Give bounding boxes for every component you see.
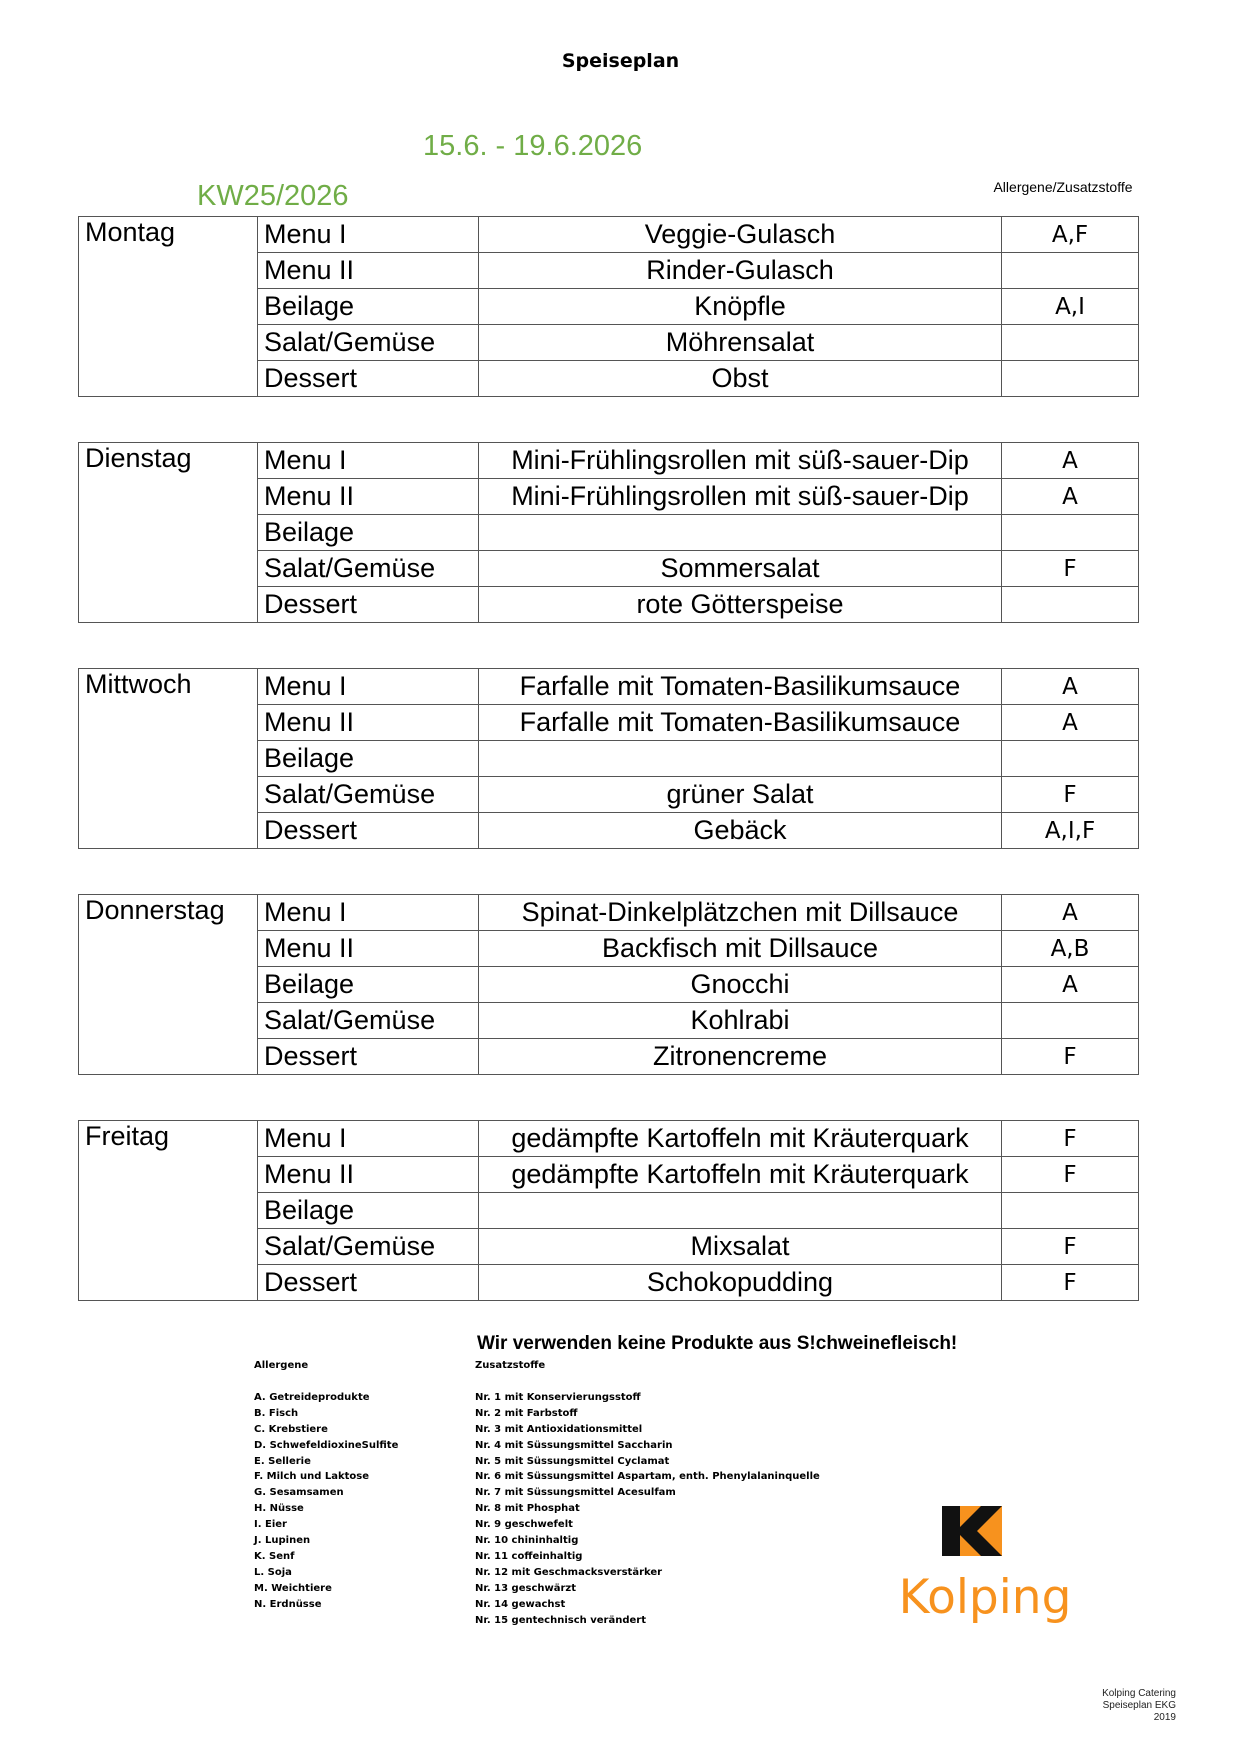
- dish-cell: Kohlrabi: [479, 1003, 1002, 1039]
- dish-cell: rote Götterspeise: [479, 587, 1002, 623]
- legend-item: Nr. 2 mit Farbstoff: [475, 1407, 578, 1419]
- legend-item: G. Sesamsamen: [254, 1487, 344, 1499]
- allergen-cell: F: [1002, 1265, 1139, 1301]
- day-block-dienstag: [78, 442, 1132, 623]
- dish-cell: gedämpfte Kartoffeln mit Kräuterquark: [479, 1121, 1002, 1157]
- category-cell: Beilage: [258, 289, 479, 325]
- category-cell: Salat/Gemüse: [258, 777, 479, 813]
- legend-item: Nr. 11 coffeinhaltig: [475, 1550, 583, 1562]
- dish-cell: Mini-Frühlingsrollen mit süß-sauer-Dip: [479, 443, 1002, 479]
- date-range: 15.6. - 19.6.2026: [423, 130, 643, 162]
- category-cell: Salat/Gemüse: [258, 1003, 479, 1039]
- allergen-cell: A,B: [1002, 931, 1139, 967]
- legend-item: I. Eier: [254, 1519, 287, 1531]
- category-cell: Salat/Gemüse: [258, 551, 479, 587]
- dish-cell: Schokopudding: [479, 1265, 1002, 1301]
- additive-legend-items: [475, 1390, 820, 1629]
- allergen-cell: F: [1002, 777, 1139, 813]
- category-cell: Menu I: [258, 443, 479, 479]
- additive-legend-title: Zusatzstoffe: [475, 1360, 546, 1371]
- allergen-cell: [1002, 325, 1139, 361]
- legend-item: M. Weichtiere: [254, 1582, 332, 1594]
- allergen-legend-title: Allergene: [254, 1360, 309, 1371]
- day-name: Mittwoch: [79, 669, 258, 849]
- category-cell: Menu II: [258, 1157, 479, 1193]
- category-cell: Menu II: [258, 931, 479, 967]
- day-table: [78, 894, 1139, 1075]
- dish-cell: Sommersalat: [479, 551, 1002, 587]
- legend-item: Nr. 5 mit Süssungsmittel Cyclamat: [475, 1455, 670, 1467]
- calendar-week: KW25/2026: [197, 180, 349, 212]
- category-cell: Dessert: [258, 1039, 479, 1075]
- dish-cell: Obst: [479, 361, 1002, 397]
- day-table: [78, 442, 1139, 623]
- dish-cell: Farfalle mit Tomaten-Basilikumsauce: [479, 669, 1002, 705]
- category-cell: Beilage: [258, 1193, 479, 1229]
- legend-item: J. Lupinen: [254, 1535, 311, 1547]
- pork-note: Wir verwenden keine Produkte aus S!chweinefleisch!: [477, 1333, 958, 1354]
- allergen-cell: [1002, 741, 1139, 777]
- page-title: Speiseplan: [561, 50, 680, 72]
- footer-line: Kolping Catering: [1102, 1688, 1176, 1699]
- allergen-cell: [1002, 253, 1139, 289]
- allergen-cell: A: [1002, 443, 1139, 479]
- allergen-cell: A,I,F: [1002, 813, 1139, 849]
- day-name: Montag: [79, 217, 258, 397]
- allergen-cell: F: [1002, 551, 1139, 587]
- allergen-cell: [1002, 361, 1139, 397]
- allergen-cell: A: [1002, 705, 1139, 741]
- dish-cell: Farfalle mit Tomaten-Basilikumsauce: [479, 705, 1002, 741]
- legend-item: Nr. 9 geschwefelt: [475, 1519, 573, 1531]
- legend-item: Nr. 15 gentechnisch verändert: [475, 1614, 647, 1626]
- allergen-cell: A: [1002, 967, 1139, 1003]
- allergen-cell: A,F: [1002, 217, 1139, 253]
- dish-cell: [479, 1193, 1002, 1229]
- table-row: [79, 669, 1139, 705]
- allergen-legend-items: [254, 1390, 398, 1613]
- day-block-mittwoch: [78, 668, 1132, 849]
- dish-cell: Gnocchi: [479, 967, 1002, 1003]
- legend-item: E. Sellerie: [254, 1455, 311, 1467]
- legend-item: Nr. 7 mit Süssungsmittel Acesulfam: [475, 1487, 676, 1499]
- dish-cell: [479, 741, 1002, 777]
- allergen-cell: F: [1002, 1229, 1139, 1265]
- category-cell: Beilage: [258, 741, 479, 777]
- dish-cell: Zitronencreme: [479, 1039, 1002, 1075]
- allergen-cell: F: [1002, 1121, 1139, 1157]
- legend-item: Nr. 14 gewachst: [475, 1598, 566, 1610]
- day-name: Freitag: [79, 1121, 258, 1301]
- category-cell: Menu I: [258, 1121, 479, 1157]
- legend-item: Nr. 12 mit Geschmacksverstärker: [475, 1566, 663, 1578]
- dish-cell: Spinat-Dinkelplätzchen mit Dillsauce: [479, 895, 1002, 931]
- allergen-cell: A: [1002, 669, 1139, 705]
- allergen-cell: [1002, 587, 1139, 623]
- category-cell: Dessert: [258, 813, 479, 849]
- legend-item: H. Nüsse: [254, 1503, 304, 1515]
- footer-line: Speiseplan EKG: [1102, 1700, 1176, 1711]
- legend-item: D. SchwefeldioxineSulfite: [254, 1439, 399, 1451]
- allergen-cell: A: [1002, 479, 1139, 515]
- day-table: [78, 668, 1139, 849]
- allergen-cell: [1002, 515, 1139, 551]
- legend-item: L. Soja: [254, 1566, 292, 1578]
- dish-cell: Rinder-Gulasch: [479, 253, 1002, 289]
- legend-item: Nr. 6 mit Süssungsmittel Aspartam, enth. Phenylalaninquelle: [475, 1471, 820, 1483]
- category-cell: Menu I: [258, 217, 479, 253]
- category-cell: Menu I: [258, 669, 479, 705]
- category-cell: Menu II: [258, 479, 479, 515]
- additive-legend: [475, 1358, 820, 1629]
- allergen-column-header: Allergene/Zusatzstoffe: [993, 179, 1133, 195]
- dish-cell: Backfisch mit Dillsauce: [479, 931, 1002, 967]
- footer-line: 2019: [1153, 1712, 1176, 1723]
- day-block-donnerstag: [78, 894, 1132, 1075]
- legend-item: K. Senf: [254, 1550, 295, 1562]
- table-row: [79, 895, 1139, 931]
- allergen-cell: F: [1002, 1157, 1139, 1193]
- category-cell: Dessert: [258, 361, 479, 397]
- footer: [1000, 1688, 1176, 1724]
- legend-item: Nr. 1 mit Konservierungsstoff: [475, 1391, 641, 1403]
- category-cell: Salat/Gemüse: [258, 325, 479, 361]
- dish-cell: gedämpfte Kartoffeln mit Kräuterquark: [479, 1157, 1002, 1193]
- kolping-logo: [880, 1506, 1090, 1626]
- day-block-freitag: [78, 1120, 1132, 1301]
- legend-item: B. Fisch: [254, 1407, 299, 1419]
- day-block-montag: [78, 216, 1132, 397]
- allergen-cell: [1002, 1193, 1139, 1229]
- day-name: Dienstag: [79, 443, 258, 623]
- legend-item: Nr. 8 mit Phosphat: [475, 1503, 580, 1515]
- category-cell: Menu II: [258, 253, 479, 289]
- legend-item: Nr. 13 geschwärzt: [475, 1582, 577, 1594]
- category-cell: Dessert: [258, 1265, 479, 1301]
- legend-item: Nr. 10 chininhaltig: [475, 1535, 579, 1547]
- category-cell: Menu II: [258, 705, 479, 741]
- category-cell: Beilage: [258, 967, 479, 1003]
- svg-text:Kolping: Kolping: [898, 1570, 1072, 1625]
- category-cell: Beilage: [258, 515, 479, 551]
- legend-item: Nr. 4 mit Süssungsmittel Saccharin: [475, 1439, 673, 1451]
- allergen-cell: A: [1002, 895, 1139, 931]
- table-row: [79, 1121, 1139, 1157]
- category-cell: Menu I: [258, 895, 479, 931]
- allergen-cell: A,I: [1002, 289, 1139, 325]
- category-cell: Salat/Gemüse: [258, 1229, 479, 1265]
- allergen-cell: F: [1002, 1039, 1139, 1075]
- category-cell: Dessert: [258, 587, 479, 623]
- table-row: [79, 443, 1139, 479]
- day-table: [78, 216, 1139, 397]
- dish-cell: Gebäck: [479, 813, 1002, 849]
- legend-item: Nr. 3 mit Antioxidationsmittel: [475, 1423, 643, 1435]
- legend-item: C. Krebstiere: [254, 1423, 328, 1435]
- dish-cell: Knöpfle: [479, 289, 1002, 325]
- day-name: Donnerstag: [79, 895, 258, 1075]
- legend-item: F. Milch und Laktose: [254, 1471, 370, 1483]
- dish-cell: Mini-Frühlingsrollen mit süß-sauer-Dip: [479, 479, 1002, 515]
- dish-cell: Veggie-Gulasch: [479, 217, 1002, 253]
- dish-cell: Möhrensalat: [479, 325, 1002, 361]
- allergen-cell: [1002, 1003, 1139, 1039]
- legend-item: A. Getreideprodukte: [254, 1391, 370, 1403]
- allergen-legend: [254, 1358, 398, 1613]
- day-table: [78, 1120, 1139, 1301]
- dish-cell: [479, 515, 1002, 551]
- legend-item: N. Erdnüsse: [254, 1598, 322, 1610]
- dish-cell: Mixsalat: [479, 1229, 1002, 1265]
- dish-cell: grüner Salat: [479, 777, 1002, 813]
- table-row: [79, 217, 1139, 253]
